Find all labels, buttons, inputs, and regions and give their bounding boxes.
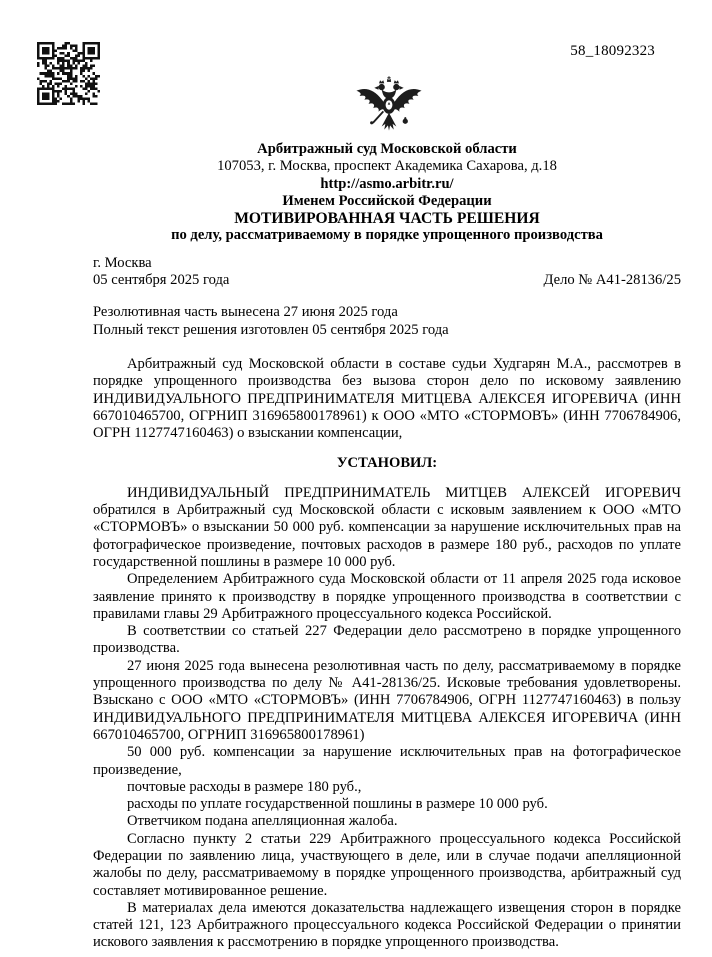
body-paragraph: расходы по уплате государственной пошлины в размере 10 000 руб. — [127, 796, 548, 813]
decision-date: 05 сентября 2025 года — [93, 272, 230, 289]
qr-code — [37, 42, 100, 105]
paragraphs-block — [93, 485, 681, 952]
date-case-row — [93, 272, 681, 289]
body-paragraph: ИНДИВИДУАЛЬНЫЙ ПРЕДПРИНИМАТЕЛЬ МИТЦЕВ АЛЕКСЕЙ ИГОРЕВИЧ обратился в Арбитражный суд Московской области с исковым заявлением к ООО «МТО «СТОРМОВЪ» о взыскании 50 000 руб. компенсации за нарушение исключительных прав на фотографическое произведение, почтовых расходов в размере 180 руб., расходов по уплате государственной пошлины в размере 10 000 руб. — [93, 484, 681, 570]
court-name: Арбитражный суд Московской области — [257, 141, 517, 157]
in-name-of-line: Именем Российской Федерации — [282, 192, 492, 209]
body-paragraph: почтовые расходы в размере 180 руб., — [127, 778, 362, 795]
body-paragraph: 50 000 руб. компенсации за нарушение исключительных прав на фотографическое произведение, — [93, 744, 681, 778]
established-heading: УСТАНОВИЛ: — [336, 455, 438, 472]
court-address: 107053, г. Москва, проспект Академика Сахарова, д.18 — [217, 158, 557, 175]
decision-title: МОТИВИРОВАННАЯ ЧАСТЬ РЕШЕНИЯ — [234, 210, 540, 228]
body-paragraph: Определением Арбитражного суда Московской области от 11 апреля 2025 года исковое заявление принято к производству в порядке упрощенного производства в соответствии с правилами главы 29 Арбитражного процессуального кодекса Российской. — [93, 571, 681, 622]
full-text-made-line: Полный текст решения изготовлен 05 сентября 2025 года — [93, 321, 449, 338]
court-header — [93, 141, 681, 245]
intro-block — [93, 356, 681, 442]
resolutive-issued-line: Резолютивная часть вынесена 27 июня 2025 года — [93, 304, 398, 321]
body-paragraph: В материалах дела имеются доказательства надлежащего извещения сторон в порядке статей 121, 123 Арбитражного процессуального кодекса Российской Федерации о принятии искового заявления к рассмотрению в порядке упрощенного производства. — [93, 899, 681, 951]
document-body — [93, 0, 681, 952]
court-website: http://asmo.arbitr.ru/ — [320, 175, 454, 192]
case-number: Дело № А41-28136/25 — [543, 272, 681, 289]
city-line: г. Москва — [93, 254, 152, 271]
intro-paragraph: Арбитражный суд Московской области в составе судьи Худгарян М.А., рассмотрев в порядке упрощенного производства без вызова сторон дело по исковому заявлению ИНДИВИДУАЛЬНОГО ПРЕДПРИНИМАТЕЛЯ МИТЦЕВА АЛЕКСЕЯ ИГОРЕВИЧА (ИНН 667010465700, ОГРНИП 316965800178961) к ООО «МТО «СТОРМОВЪ» (ИНН 7706784906, ОГРН 1127747160463) о взыскании компенсации, — [93, 355, 681, 442]
body-paragraph: Согласно пункту 2 статьи 229 Арбитражного процессуального кодекса Российской Федерации по заявлению лица, участвующего в деле, или в случае подачи апелляционной жалобы по делу, рассматриваемому в порядке упрощенного производства, арбитражный суд составляет мотивированное решение. — [93, 830, 681, 899]
body-paragraph: Ответчиком подана апелляционная жалоба. — [127, 813, 398, 830]
document-number: 58_18092323 — [570, 43, 655, 59]
body-paragraph: 27 июня 2025 года вынесена резолютивная часть по делу, рассматриваемому в порядке упрощенного производства по делу № А41-28136/25. Исковые требования удовлетворены. Взыскано с ООО «МТО «СТОРМОВЪ» (ИНН 7706784906, ОГРН 1127747160463) в пользу ИНДИВИДУАЛЬНОГО ПРЕДПРИНИМАТЕЛЯ МИТЦЕВА АЛЕКСЕЯ ИГОРЕВИЧА (ИНН 667010465700, ОГРНИП 316965800178961) — [93, 657, 681, 743]
body-paragraph: В соответствии со статьей 227 Федерации дело рассмотрено в порядке упрощенного производства. — [93, 623, 681, 657]
resolutive-block — [93, 304, 681, 339]
decision-subtitle: по делу, рассматриваемому в порядке упрощенного производства — [171, 227, 603, 244]
